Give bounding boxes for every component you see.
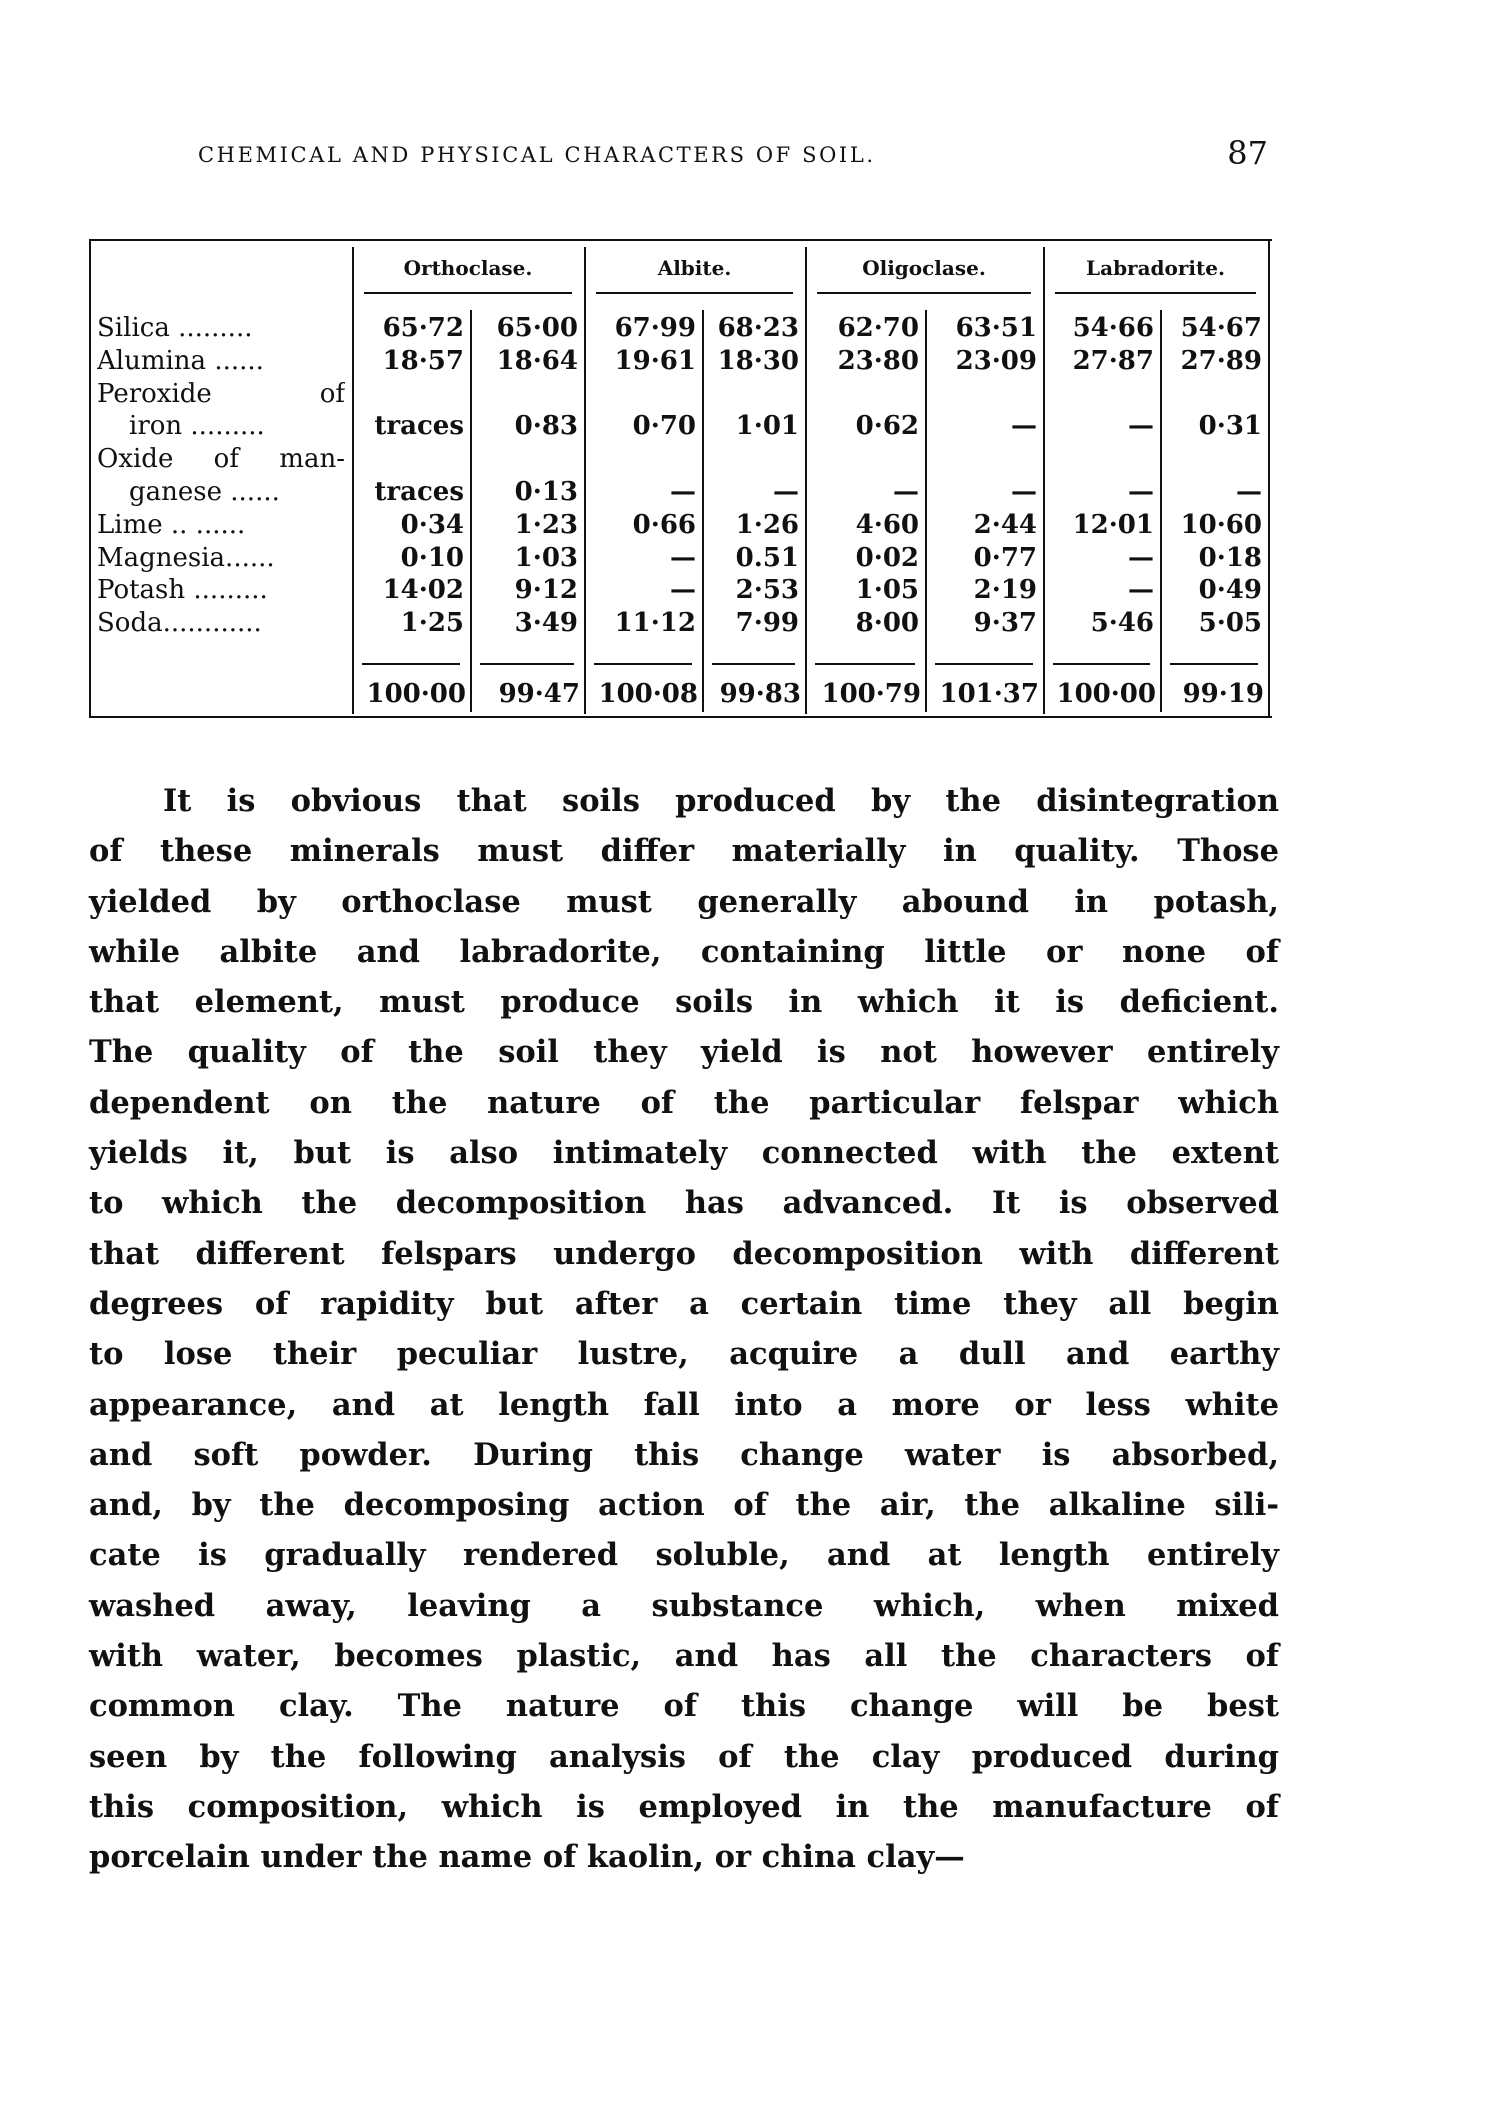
row-label: Soda............ — [97, 608, 262, 639]
text-line: appearance, and at length fall into a more or less white — [89, 1386, 1279, 1423]
row-label: iron ......... — [129, 411, 265, 442]
total-cell: 100·08 — [598, 679, 698, 709]
table-cell: — — [670, 477, 696, 507]
table-cell: 8·00 — [855, 608, 919, 639]
text-line: and soft powder. During this change water is absorbed, — [89, 1436, 1279, 1473]
table-cell: 1·01 — [735, 411, 799, 442]
total-cell: 100·00 — [366, 679, 466, 709]
table-cell: 1·26 — [735, 509, 799, 540]
table-cell: — — [1128, 542, 1154, 573]
table-cell: 23·09 — [955, 345, 1037, 376]
sub-column-divider — [1160, 310, 1162, 712]
text-line: The quality of the soil they yield is not however entirely — [89, 1034, 1279, 1071]
row-label: ganese ...... — [129, 477, 280, 507]
table-cell: 0·49 — [1198, 575, 1262, 606]
text-line: porcelain under the name of kaolin, or china clay— — [89, 1839, 965, 1876]
table-left-border — [89, 239, 91, 716]
column-header-orthoclase: Orthoclase. — [403, 256, 533, 280]
table-cell: traces — [374, 477, 464, 507]
table-cell: 1·23 — [514, 509, 578, 540]
text-line: while albite and labradorite, containing little or none of — [89, 933, 1279, 970]
table-cell: — — [1236, 477, 1262, 507]
text-line: of these minerals must differ materially in quality. Those — [89, 833, 1279, 870]
sum-rule — [480, 663, 574, 665]
text-line: cate is gradually rendered soluble, and at length entirely — [89, 1537, 1279, 1574]
table-cell: 11·12 — [614, 608, 696, 639]
running-head: CHEMICAL AND PHYSICAL CHARACTERS OF SOIL. — [198, 143, 876, 167]
table-cell: 18·64 — [496, 345, 578, 376]
text-line: to lose their peculiar lustre, acquire a dull and earthy — [89, 1336, 1279, 1373]
row-label: Oxide of man- — [97, 444, 345, 475]
header-underline — [1055, 292, 1256, 294]
group-divider — [584, 247, 586, 714]
table-cell: — — [670, 542, 696, 573]
table-cell: — — [1128, 477, 1154, 507]
sum-rule — [594, 663, 692, 665]
table-cell: traces — [374, 411, 464, 442]
table-cell: 1·25 — [400, 608, 464, 639]
table-cell: 0·70 — [632, 411, 696, 442]
total-cell: 100·79 — [821, 679, 921, 709]
row-label: Lime .. ...... — [97, 509, 246, 540]
text-line: seen by the following analysis of the clay produced during — [89, 1738, 1279, 1775]
text-line: with water, becomes plastic, and has all the characters of — [89, 1638, 1279, 1675]
row-label: Magnesia...... — [97, 542, 275, 573]
table-cell: 63·51 — [955, 313, 1037, 343]
table-cell: — — [670, 575, 696, 606]
table-cell: 2·19 — [973, 575, 1037, 606]
table-cell: 19·61 — [614, 345, 696, 376]
table-cell: — — [773, 477, 799, 507]
table-cell: 0·62 — [855, 411, 919, 442]
table-cell: 65·00 — [496, 313, 578, 343]
sum-rule — [1170, 663, 1258, 665]
table-cell: — — [1128, 411, 1154, 442]
table-cell: 4·60 — [855, 509, 919, 540]
table-cell: 0·34 — [400, 509, 464, 540]
table-cell: 0·02 — [855, 542, 919, 573]
table-cell: 9·12 — [514, 575, 578, 606]
column-header-albite: Albite. — [657, 256, 732, 280]
table-cell: 5·46 — [1090, 608, 1154, 639]
table-cell: 7·99 — [735, 608, 799, 639]
table-cell: 0·31 — [1198, 411, 1262, 442]
total-cell: 101·37 — [939, 679, 1039, 709]
text-line: yields it, but is also intimately connected with the extent — [89, 1135, 1279, 1172]
table-cell: 27·89 — [1180, 345, 1262, 376]
table-cell: 1·03 — [514, 542, 578, 573]
row-label: Potash ......... — [97, 575, 268, 606]
row-label: Peroxide of — [97, 378, 345, 409]
page-number: 87 — [1227, 134, 1268, 172]
table-cell: 5·05 — [1198, 608, 1262, 639]
text-line: to which the decomposition has advanced. It is observed — [89, 1185, 1279, 1222]
row-label: Alumina ...... — [97, 345, 264, 376]
sub-column-divider — [702, 310, 704, 712]
table-cell: 27·87 — [1072, 345, 1154, 376]
sub-column-divider — [925, 310, 927, 712]
text-line: this composition, which is employed in the manufacture of — [89, 1788, 1279, 1825]
column-header-labradorite: Labradorite. — [1086, 256, 1225, 280]
table-cell: 0·66 — [632, 509, 696, 540]
table-cell: 54·66 — [1072, 313, 1154, 343]
table-right-border — [1268, 241, 1270, 716]
total-cell: 99·83 — [719, 679, 801, 709]
sum-rule — [1053, 663, 1150, 665]
table-cell: 0·77 — [973, 542, 1037, 573]
text-line: yielded by orthoclase must generally abound in potash, — [89, 883, 1279, 920]
table-cell: — — [1011, 411, 1037, 442]
text-line: common clay. The nature of this change will be best — [89, 1688, 1279, 1725]
table-top-rule — [89, 239, 1272, 241]
table-cell: 12·01 — [1072, 509, 1154, 540]
total-cell: 99·47 — [498, 679, 580, 709]
table-cell: 2·44 — [973, 509, 1037, 540]
body-paragraph — [89, 776, 1279, 1883]
sum-rule — [815, 663, 915, 665]
total-cell: 99·19 — [1182, 679, 1264, 709]
text-line: that element, must produce soils in which it is deficient. — [89, 984, 1279, 1021]
table-cell: 68·23 — [717, 313, 799, 343]
group-divider — [352, 247, 354, 714]
table-bottom-rule — [89, 716, 1272, 718]
table-cell: 62·70 — [837, 313, 919, 343]
table-cell: 10·60 — [1180, 509, 1262, 540]
table-cell: — — [1128, 575, 1154, 606]
table-cell: 65·72 — [382, 313, 464, 343]
text-line: that different felspars undergo decomposition with different — [89, 1235, 1279, 1272]
table-cell: 14·02 — [382, 575, 464, 606]
text-line: washed away, leaving a substance which, when mixed — [89, 1587, 1279, 1624]
text-line: It is obvious that soils produced by the disintegration — [163, 783, 1279, 819]
table-cell: 1·05 — [855, 575, 919, 606]
group-divider — [1043, 247, 1045, 714]
header-underline — [596, 292, 793, 294]
text-line: and, by the decomposing action of the air, the alkaline sili- — [89, 1487, 1279, 1524]
table-cell: 0·10 — [400, 542, 464, 573]
text-line: degrees of rapidity but after a certain time they all begin — [89, 1285, 1279, 1322]
table-cell: 0·18 — [1198, 542, 1262, 573]
table-cell: 0·13 — [514, 477, 578, 507]
total-cell: 100·00 — [1056, 679, 1156, 709]
header-underline — [817, 292, 1031, 294]
table-cell: 0.51 — [735, 542, 799, 573]
text-line: dependent on the nature of the particular felspar which — [89, 1084, 1279, 1121]
sum-rule — [362, 663, 460, 665]
sum-rule — [712, 663, 795, 665]
table-cell: — — [1011, 477, 1037, 507]
table-cell: — — [893, 477, 919, 507]
table-cell: 18·57 — [382, 345, 464, 376]
group-divider — [805, 247, 807, 714]
column-header-oligoclase: Oligoclase. — [862, 256, 986, 280]
table-cell: 18·30 — [717, 345, 799, 376]
row-label: Silica ......... — [97, 313, 253, 343]
table-cell: 23·80 — [837, 345, 919, 376]
table-cell: 54·67 — [1180, 313, 1262, 343]
table-cell: 67·99 — [614, 313, 696, 343]
table-cell: 0·83 — [514, 411, 578, 442]
sub-column-divider — [470, 310, 472, 712]
sum-rule — [935, 663, 1033, 665]
table-cell: 2·53 — [735, 575, 799, 606]
table-cell: 3·49 — [514, 608, 578, 639]
table-cell: 9·37 — [973, 608, 1037, 639]
header-underline — [364, 292, 572, 294]
